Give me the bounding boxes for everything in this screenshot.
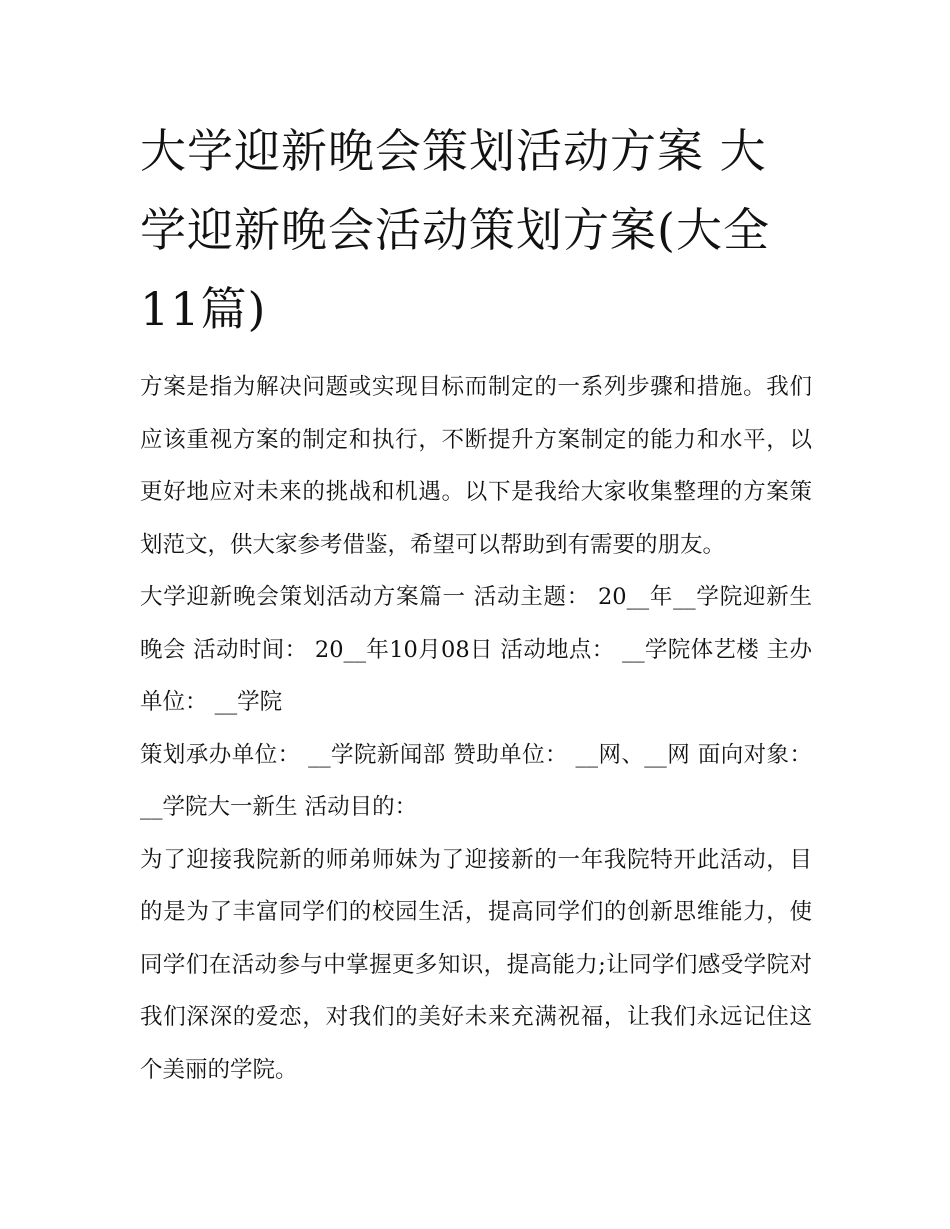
- document-page: [140, 112, 812, 1096]
- document-title: 大学迎新晚会策划活动方案 大学迎新晚会活动策划方案(大全11篇): [140, 124, 770, 336]
- intro-paragraph: 方案是指为解决问题或实现目标而制定的一系列步骤和措施。我们应该重视方案的制定和执行，不断提升方案制定的能力和水平，以更好地应对未来的挑战和机遇。以下是我给大家收集整理的方案策划范文，供大家参考借鉴，希望可以帮助到有需要的朋友。: [140, 374, 812, 558]
- organizer-paragraph: 策划承办单位： __学院新闻部 赞助单位： __网、__网 面向对象： __学院大一新生 活动目的：: [140, 741, 812, 820]
- event-info-paragraph: 大学迎新晚会策划活动方案篇一 活动主题： 20__年__学院迎新生晚会 活动时间： 20__年10月08日 活动地点： __学院体艺楼 主办单位： __学院: [140, 584, 812, 715]
- purpose-paragraph: 为了迎接我院新的师弟师妹为了迎接新的一年我院特开此活动，目的是为了丰富同学们的校园生活，提高同学们的创新思维能力，使同学们在活动参与中掌握更多知识，提高能力;让同学们感受学院对我们深深的爱恋，对我们的美好未来充满祝福，让我们永远记住这个美丽的学院。: [140, 846, 812, 1083]
